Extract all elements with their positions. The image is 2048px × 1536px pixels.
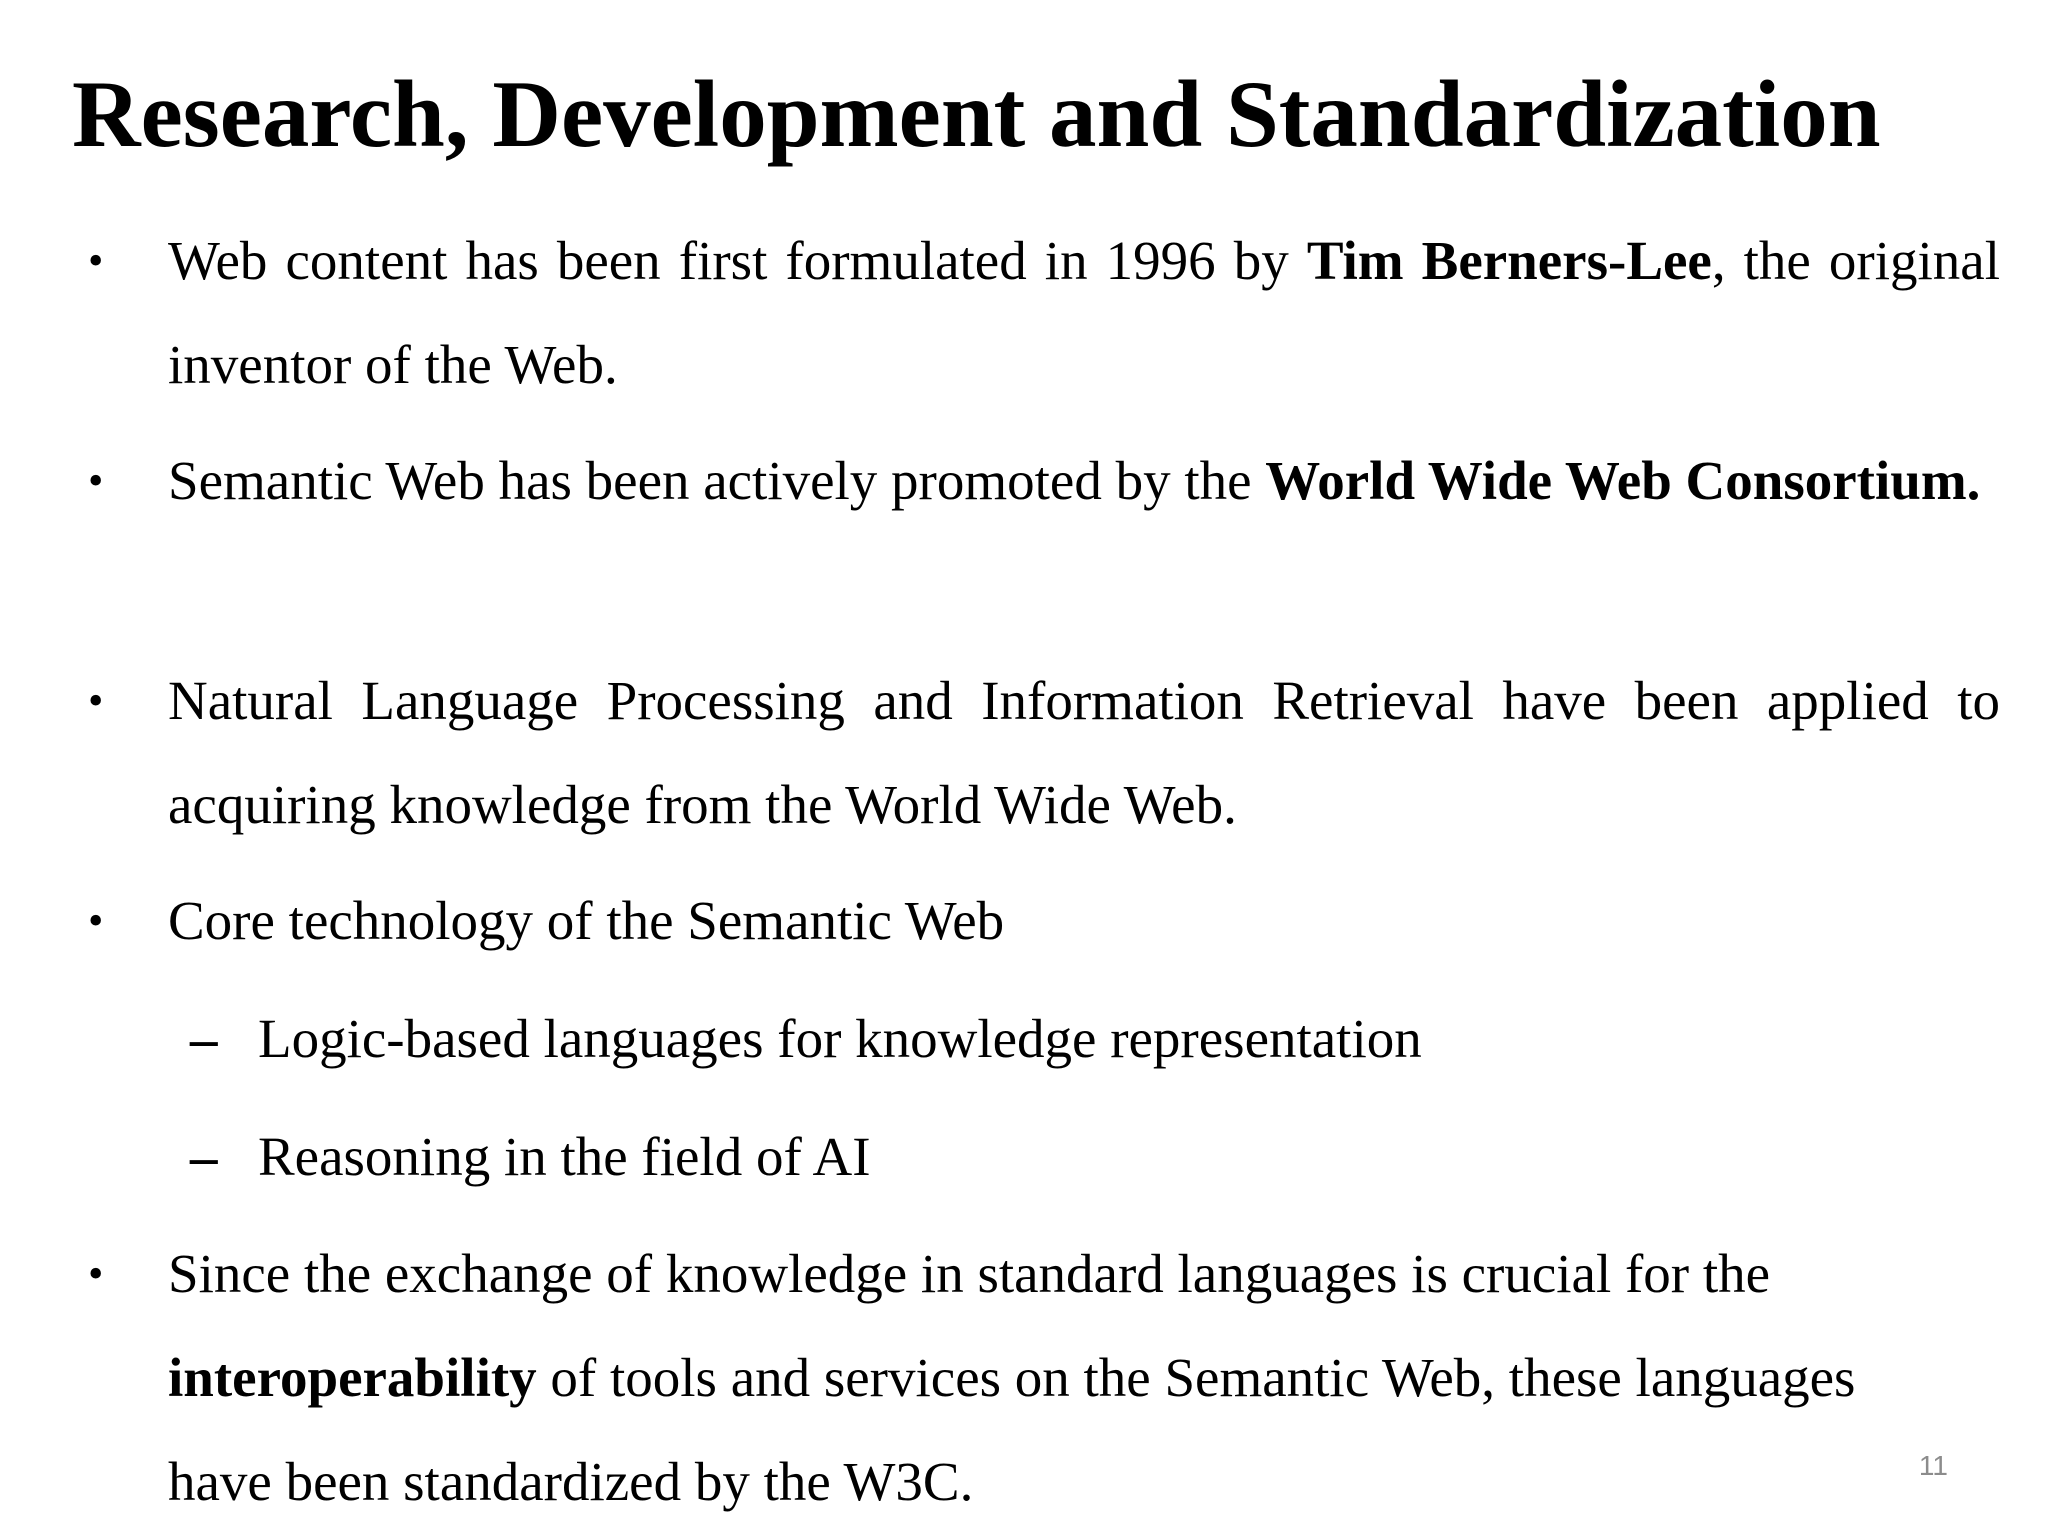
slide-title: Research, Development and Standardization xyxy=(72,61,1881,167)
sub-bullet-marker: – xyxy=(190,1126,218,1187)
bullet-item-nlp-ir xyxy=(88,649,2000,857)
bullet-text: Natural Language Processing and Information Retrieval have been applied to acquiring knowledge from the World Wide Web. xyxy=(168,670,2000,835)
bullet-bold-text: Tim Berners-Lee xyxy=(1306,230,1712,291)
bullet-bold-text: World Wide Web Consortium. xyxy=(1265,450,1981,511)
page-number: 11 xyxy=(1918,1450,1948,1481)
bullet-marker: • xyxy=(88,1249,104,1298)
bullet-text: Core technology of the Semantic Web xyxy=(168,890,1005,951)
sub-bullet-text: Reasoning in the field of AI xyxy=(258,1126,871,1187)
bullet-text: Web content has been first formulated in 1996 by xyxy=(168,230,1307,291)
bullet-text-line xyxy=(168,1326,2000,1430)
bullet-marker: • xyxy=(88,236,104,285)
bullet-text-line: Since the exchange of knowledge in standard languages is crucial for the xyxy=(168,1243,1771,1304)
bullet-bold-text: interoperability xyxy=(168,1347,537,1408)
sub-bullet-marker: – xyxy=(190,1008,218,1069)
sub-bullet-item xyxy=(190,987,1422,1091)
bullet-text: Semantic Web has been actively promoted by the xyxy=(168,450,1266,511)
sub-bullet-item xyxy=(190,1105,871,1209)
bullet-text-line: have been standardized by the W3C. xyxy=(168,1451,974,1512)
bullet-item-standardization xyxy=(88,1222,2000,1534)
bullet-item-core-technology xyxy=(88,869,2000,973)
bullet-marker: • xyxy=(88,456,104,505)
bullet-text: , the original inventor of the Web. xyxy=(168,230,2000,395)
bullet-item-w3c-promotion xyxy=(88,429,2000,533)
bullet-text: of tools and services on the Semantic Web, these languages xyxy=(536,1347,1856,1408)
bullet-marker: • xyxy=(88,676,104,725)
bullet-marker: • xyxy=(88,896,104,945)
bullet-item-berners-lee xyxy=(88,209,2000,417)
sub-bullet-text: Logic-based languages for knowledge representation xyxy=(258,1008,1422,1069)
